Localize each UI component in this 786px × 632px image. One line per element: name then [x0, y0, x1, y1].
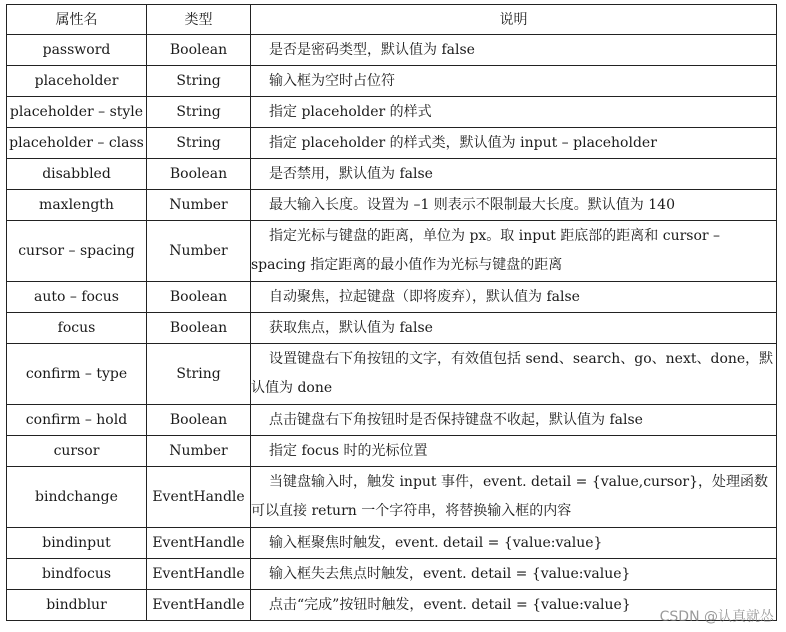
attribute-type: EventHandle: [147, 590, 251, 621]
attribute-description: 指定 placeholder 的样式: [269, 104, 432, 120]
attribute-name: bindblur: [7, 590, 147, 621]
attribute-name: focus: [7, 313, 147, 344]
table-row: [7, 159, 777, 190]
attribute-type: Boolean: [147, 313, 251, 344]
attribute-type: Boolean: [147, 159, 251, 190]
attribute-type: String: [147, 97, 251, 128]
table-row: [7, 344, 777, 405]
attribute-type: EventHandle: [147, 467, 251, 528]
attribute-name: bindchange: [7, 467, 147, 528]
table-row: [7, 528, 777, 559]
attribute-name: cursor – spacing: [7, 221, 147, 282]
attribute-name: maxlength: [7, 190, 147, 221]
attribute-type: String: [147, 128, 251, 159]
attribute-name: bindfocus: [7, 559, 147, 590]
attribute-description: 输入框聚焦时触发，event. detail = {value:value}: [269, 535, 603, 551]
table-row: [7, 590, 777, 621]
header-type: 类型: [147, 5, 251, 35]
table-row: [7, 35, 777, 66]
attribute-type: Number: [147, 221, 251, 282]
table-row: [7, 97, 777, 128]
watermark: CSDN @认真就怂: [659, 609, 774, 625]
properties-table: [6, 4, 777, 621]
table-header-row: [7, 5, 777, 35]
table-row: [7, 559, 777, 590]
table-row: [7, 405, 777, 436]
table-row: [7, 221, 777, 282]
attribute-description: 点击键盘右下角按钮时是否保持键盘不收起，默认值为 false: [269, 412, 643, 428]
attribute-name: confirm – hold: [7, 405, 147, 436]
attribute-name: password: [7, 35, 147, 66]
table-row: [7, 66, 777, 97]
attribute-description: 输入框失去焦点时触发，event. detail = {value:value}: [269, 566, 631, 582]
table-row: [7, 190, 777, 221]
attribute-name: placeholder: [7, 66, 147, 97]
header-attribute-name: 属性名: [7, 5, 147, 35]
attribute-type: Number: [147, 436, 251, 467]
attribute-description: 是否禁用，默认值为 false: [269, 166, 433, 182]
attribute-description: 获取焦点，默认值为 false: [269, 320, 433, 336]
attribute-type: Boolean: [147, 35, 251, 66]
attribute-type: String: [147, 344, 251, 405]
attribute-description: 点击“完成”按钮时触发，event. detail = {value:value}: [269, 597, 631, 613]
attribute-description: 指定光标与键盘的距离，单位为 px。取 input 距底部的距离和 cursor – spacing 指定距离的最小值作为光标与键盘的距离: [251, 228, 721, 273]
attribute-type: String: [147, 66, 251, 97]
attribute-description: 当键盘输入时，触发 input 事件，event. detail = {value,cursor}，处理函数可以直接 return 一个字符串，将替换输入框的内容: [251, 474, 768, 519]
table-row: [7, 282, 777, 313]
attribute-description: 是否是密码类型，默认值为 false: [269, 42, 475, 58]
header-description: 说明: [251, 5, 777, 35]
attribute-description: 指定 focus 时的光标位置: [269, 443, 428, 459]
attribute-description: 设置键盘右下角按钮的文字，有效值包括 send、search、go、next、done，默认值为 done: [251, 351, 774, 396]
attribute-type: EventHandle: [147, 559, 251, 590]
attribute-name: placeholder – class: [7, 128, 147, 159]
attribute-name: placeholder – style: [7, 97, 147, 128]
attribute-type: Number: [147, 190, 251, 221]
attribute-name: disabbled: [7, 159, 147, 190]
table-row: [7, 467, 777, 528]
attribute-description: 输入框为空时占位符: [269, 73, 395, 89]
attribute-name: auto – focus: [7, 282, 147, 313]
attribute-name: cursor: [7, 436, 147, 467]
table-row: [7, 436, 777, 467]
attribute-type: Boolean: [147, 405, 251, 436]
table-row: [7, 128, 777, 159]
attribute-description: 最大输入长度。设置为 –1 则表示不限制最大长度。默认值为 140: [269, 197, 675, 213]
attribute-description: 指定 placeholder 的样式类，默认值为 input – placeholder: [269, 135, 657, 151]
attribute-description: 自动聚焦，拉起键盘（即将废弃），默认值为 false: [269, 289, 580, 305]
attribute-type: EventHandle: [147, 528, 251, 559]
attribute-type: Boolean: [147, 282, 251, 313]
attribute-name: bindinput: [7, 528, 147, 559]
table-row: [7, 313, 777, 344]
attribute-name: confirm – type: [7, 344, 147, 405]
